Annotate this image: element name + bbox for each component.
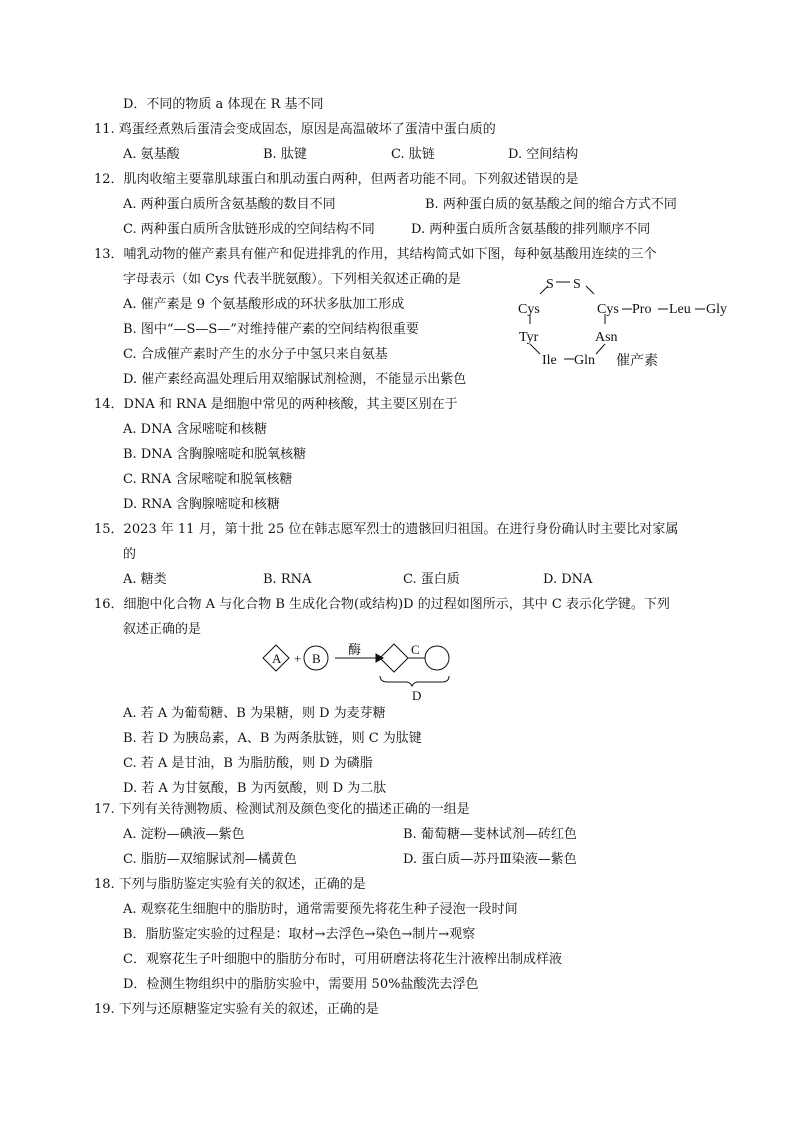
q17-option-a: A. 淀粉—碘液—紫色 bbox=[123, 827, 245, 842]
q18-option-d: D．检测生物组织中的脂肪实验中，需要用 50%盐酸洗去浮色 bbox=[123, 977, 479, 992]
q18-option-a: A. 观察花生细胞中的脂肪时，通常需要预先将花生种子浸泡一段时间 bbox=[123, 902, 518, 917]
fig-gly: Gly bbox=[706, 302, 727, 317]
q11-option-d: D. 空间结构 bbox=[508, 147, 579, 162]
fig-asn: Asn bbox=[595, 330, 618, 345]
fig-enzyme: 酶 bbox=[348, 642, 362, 657]
fig-s-right: S bbox=[573, 277, 581, 292]
q15-option-c: C. 蛋白质 bbox=[403, 572, 460, 587]
q17-option-d: D. 蛋白质—苏丹Ⅲ染液—紫色 bbox=[403, 852, 577, 867]
q18-option-b: B．脂肪鉴定实验的过程是：取材→去浮色→染色→制片→观察 bbox=[123, 927, 476, 942]
q12-option-a: A. 两种蛋白质所含氨基酸的数目不同 bbox=[123, 197, 336, 212]
q12-option-b: B. 两种蛋白质的氨基酸之间的缩合方式不同 bbox=[425, 197, 677, 212]
fig-diamond-d bbox=[380, 644, 408, 672]
q13-stem-line2: 字母表示（如 Cys 代表半胱氨酸）。下列相关叙述正确的是 bbox=[123, 272, 461, 287]
q16-option-a: A. 若 A 为葡萄糖、B 为果糖，则 D 为麦芽糖 bbox=[123, 706, 386, 721]
q13-stem-line1: 13．哺乳动物的催产素具有催产和促进排乳的作用，其结构简式如下图，每种氨基酸用连续的三个 bbox=[94, 247, 657, 262]
fig-label-a: A bbox=[272, 651, 282, 666]
q13-option-a: A. 催产素是 9 个氨基酸形成的环状多肽加工形成 bbox=[123, 297, 405, 312]
q17-option-b: B. 葡萄糖—斐林试剂—砖红色 bbox=[403, 827, 577, 842]
fig-label-c: C bbox=[411, 642, 420, 657]
reaction-figure bbox=[258, 640, 458, 704]
fig-tyr: Tyr bbox=[519, 330, 539, 345]
q19-stem: 19. 下列与还原糖鉴定实验有关的叙述，正确的是 bbox=[94, 1002, 379, 1017]
fig-label-b: B bbox=[312, 651, 321, 666]
q10-option-d: D．不同的物质 a 体现在 R 基不同 bbox=[123, 97, 324, 112]
fig-caption: 催产素 bbox=[616, 354, 658, 369]
fig-cys-left: Cys bbox=[518, 302, 540, 317]
q11-option-c: C. 肽链 bbox=[391, 147, 435, 162]
q18-stem: 18. 下列与脂肪鉴定实验有关的叙述，正确的是 bbox=[94, 877, 366, 892]
q16-option-b: B. 若 D 为胰岛素，A、B 为两条肽链，则 C 为肽键 bbox=[123, 731, 422, 746]
q18-option-c: C．观察花生子叶细胞中的脂肪分布时，可用研磨法将花生汁液榨出制成样液 bbox=[123, 952, 562, 967]
fig-circle-d bbox=[425, 646, 449, 670]
q16-stem-line2: 叙述正确的是 bbox=[123, 622, 202, 637]
fig-cys-right: Cys bbox=[597, 302, 619, 317]
q12-stem: 12．肌肉收缩主要靠肌球蛋白和肌动蛋白两种，但两者功能不同。下列叙述错误的是 bbox=[94, 172, 579, 187]
fig-s-left: S bbox=[546, 277, 554, 292]
fig-pro: Pro bbox=[632, 302, 652, 317]
q16-stem-line1: 16．细胞中化合物 A 与化合物 B 生成化合物(或结构)D 的过程如图所示，其中 C 表示化学键。下列 bbox=[94, 597, 670, 612]
fig-ile: Ile bbox=[542, 353, 557, 368]
q15-stem-line1: 15．2023 年 11 月，第十批 25 位在韩志愿军烈士的遗骸回归祖国。在进行身份确认时主要比对家属 bbox=[94, 522, 679, 537]
fig-label-d: D bbox=[412, 688, 422, 703]
q13-option-b: B. 图中“—S—S—”对维持催产素的空间结构很重要 bbox=[123, 322, 419, 337]
q14-option-d: D. RNA 含胸腺嘧啶和核糖 bbox=[123, 497, 280, 512]
q15-option-b: B. RNA bbox=[263, 572, 312, 587]
q11-stem: 11. 鸡蛋经煮熟后蛋清会变成固态，原因是高温破坏了蛋清中蛋白质的 bbox=[94, 122, 496, 137]
q12-option-d: D. 两种蛋白质所含氨基酸的排列顺序不同 bbox=[411, 222, 651, 237]
fig-gln: Gln bbox=[574, 353, 595, 368]
q13-option-c: C. 合成催产素时产生的水分子中氢只来自氨基 bbox=[123, 347, 388, 362]
q13-option-d: D. 催产素经高温处理后用双缩脲试剂检测，不能显示出紫色 bbox=[123, 372, 467, 387]
q17-option-c: C. 脂肪—双缩脲试剂—橘黄色 bbox=[123, 852, 297, 867]
q15-option-a: A. 糖类 bbox=[123, 572, 167, 587]
q14-option-c: C. RNA 含尿嘧啶和脱氧核糖 bbox=[123, 472, 293, 487]
fig-plus: + bbox=[294, 651, 302, 666]
q16-option-c: C. 若 A 是甘油，B 为脂肪酸，则 D 为磷脂 bbox=[123, 756, 373, 771]
q11-option-b: B. 肽键 bbox=[263, 147, 307, 162]
q17-stem: 17. 下列有关待测物质、检测试剂及颜色变化的描述正确的一组是 bbox=[94, 802, 470, 817]
q14-stem: 14．DNA 和 RNA 是细胞中常见的两种核酸，其主要区别在于 bbox=[94, 397, 458, 412]
q12-option-c: C. 两种蛋白质所含肽链形成的空间结构不同 bbox=[123, 222, 375, 237]
q15-option-d: D. DNA bbox=[543, 572, 593, 587]
fig-leu: Leu bbox=[669, 302, 691, 317]
q16-option-d: D. 若 A 为甘氨酸，B 为丙氨酸，则 D 为二肽 bbox=[123, 781, 387, 796]
q11-option-a: A. 氨基酸 bbox=[123, 147, 180, 162]
q14-option-b: B. DNA 含胸腺嘧啶和脱氧核糖 bbox=[123, 447, 307, 462]
oxytocin-structure-figure bbox=[510, 268, 740, 372]
q15-stem-line2: 的 bbox=[123, 547, 137, 562]
q14-option-a: A. DNA 含尿嘧啶和核糖 bbox=[123, 422, 267, 437]
